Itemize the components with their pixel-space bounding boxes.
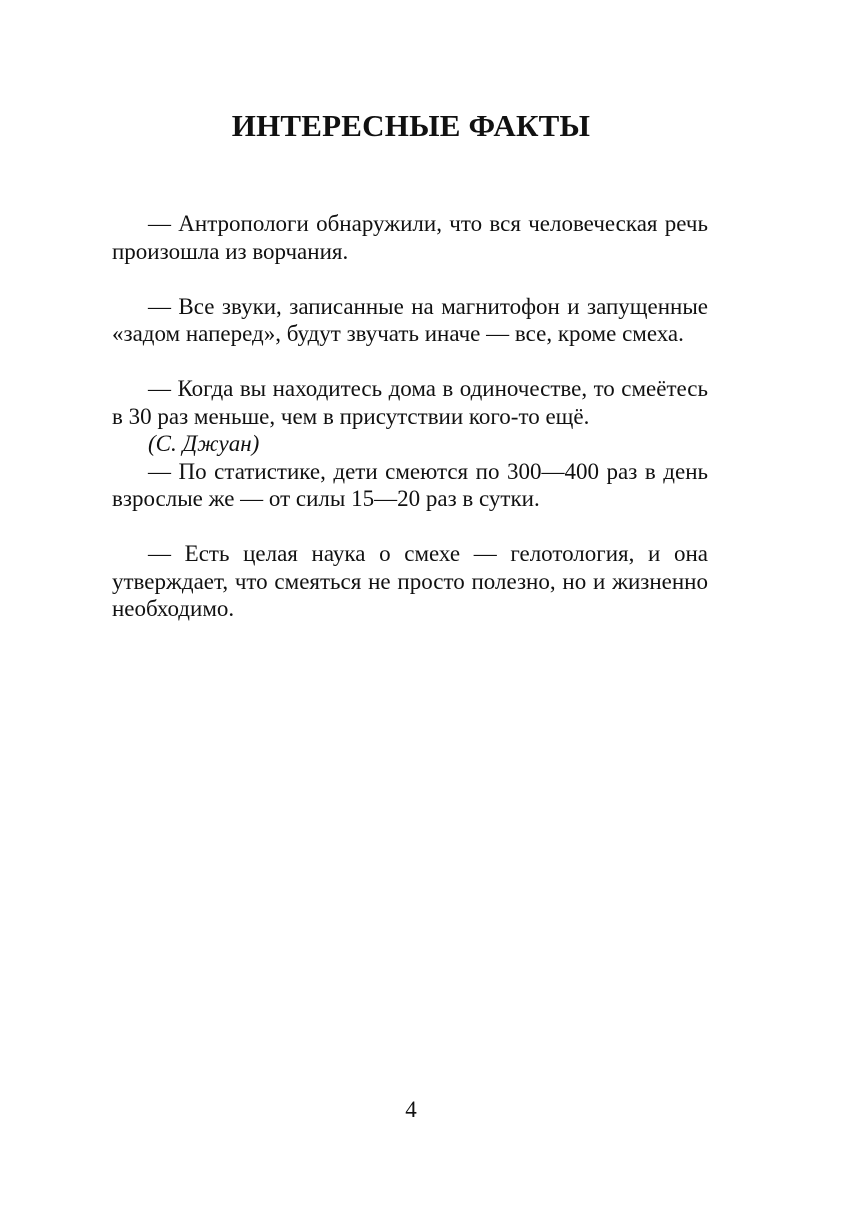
paragraph-gap — [112, 348, 708, 376]
page-number: 4 — [405, 1097, 417, 1122]
fact-paragraph: — По статистике, дети смеются по 300—400 раз в день взрослые же — от силы 15—20 раз в сутки. — [112, 458, 708, 511]
paragraph-gap — [112, 265, 708, 293]
fact-paragraph: — Когда вы находитесь дома в одиночестве, то смеётесь в 30 раз меньше, чем в присутствии кого-то ещё. — [112, 376, 708, 429]
facts-body — [112, 210, 708, 623]
fact-paragraph: — Антропологи обнаружили, что вся человеческая речь произошла из ворчания. — [112, 211, 708, 264]
fact-attribution: (С. Джуан) — [148, 431, 260, 456]
page-title: ИНТЕРЕСНЫЕ ФАКТЫ — [231, 108, 591, 143]
paragraph-gap — [112, 513, 708, 541]
fact-paragraph: — Все звуки, записанные на магнитофон и запущенные «задом наперед», будут звучать иначе — все, кроме смеха. — [112, 293, 708, 346]
fact-paragraph: — Есть целая наука о смехе — гелотология, и она утверждает, что смеяться не просто полезно, но и жизненно необходимо. — [112, 541, 708, 621]
